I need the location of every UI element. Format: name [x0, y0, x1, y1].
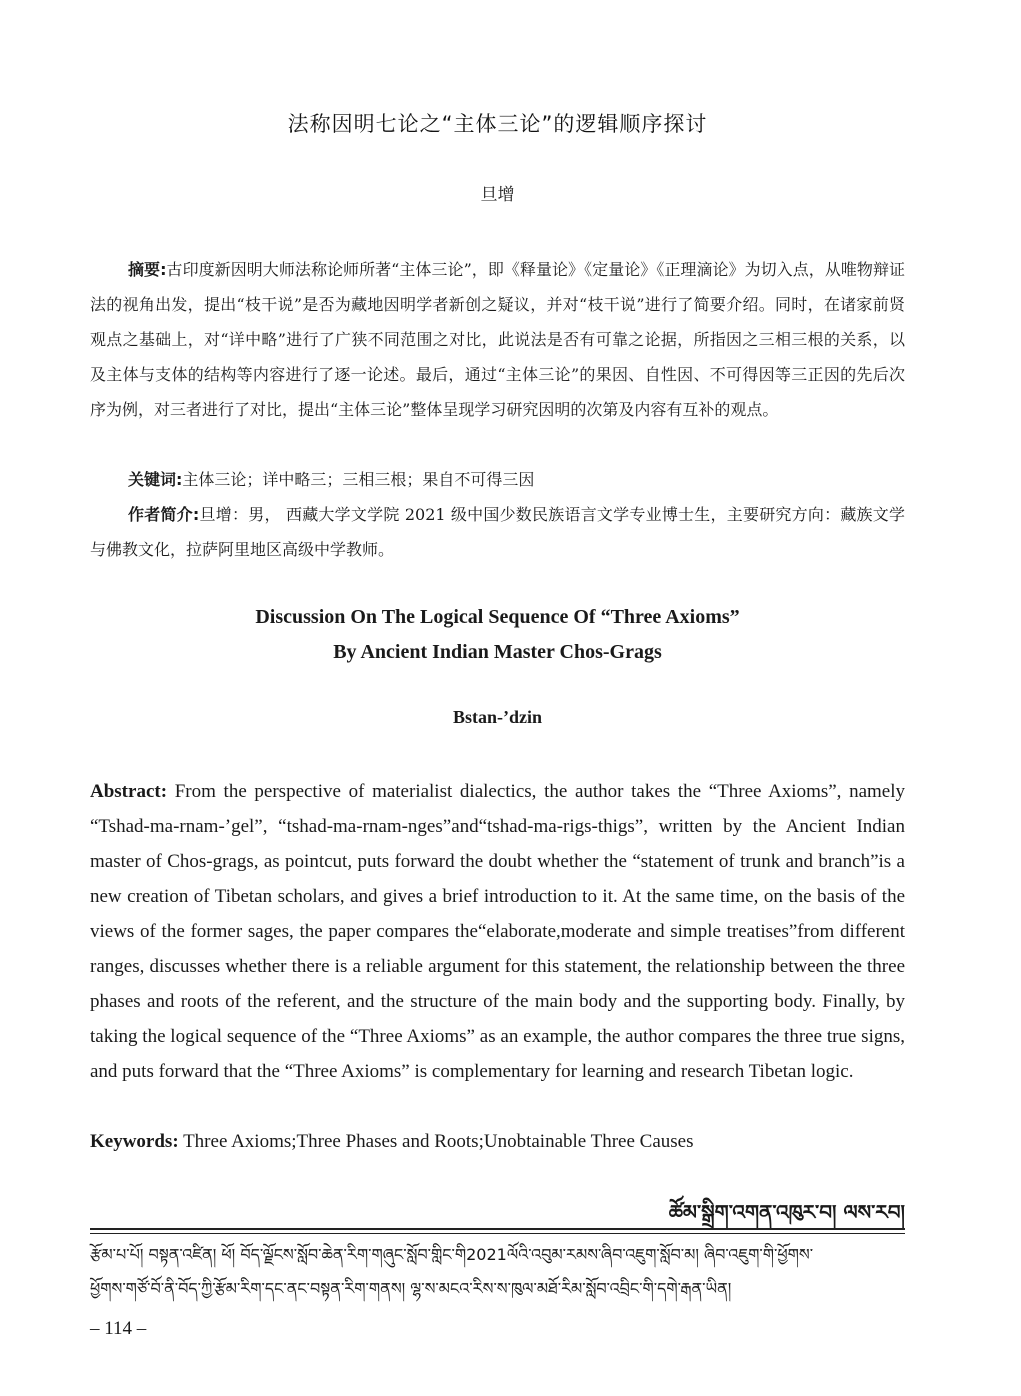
chinese-abstract	[90, 252, 905, 427]
english-title-line-2: By Ancient Indian Master Chos-Grags	[333, 641, 662, 663]
english-keywords-text: Three Axioms;Three Phases and Roots;Unobtainable Three Causes	[183, 1131, 694, 1152]
english-title	[90, 600, 905, 670]
page-number: – 114 –	[90, 1318, 147, 1339]
chinese-keywords	[90, 462, 905, 497]
chinese-bio-label: 作者简介:	[128, 505, 200, 524]
tibetan-footnote-line-1: རྩོམ་པ་པོ། བསྟན་འཛིན། ཕོ། བོད་ལྗོངས་སློབ་ཆེན་རིག་གཞུང་སློབ་གླིང་གི2021ལོའི་འབུམ་རམས་ཞིབ་འཇུག་སློབ་མ། ཞིབ་འཇུག་གི་ཕྱོགས་	[90, 1245, 814, 1264]
footnote-rule-thick	[90, 1228, 905, 1230]
english-title-line-1: Discussion On The Logical Sequence Of “Three Axioms”	[255, 606, 740, 628]
english-abstract-label: Abstract:	[90, 781, 168, 802]
tibetan-footnote-line-2: ཕྱོགས་གཙོ་བོ་ནི་བོད་ཀྱི་རྩོམ་རིག་དང་ནང་བསྟན་རིག་གནས། ལྷ་ས་མངའ་རིས་ས་ཁུལ་མཐོ་རིམ་སློབ་འབྲིང་གི་དགེ་རྒན་ཡིན།	[90, 1279, 732, 1298]
chinese-keywords-label: 关键词:	[128, 470, 183, 489]
footnote-rule-thin	[90, 1233, 905, 1234]
english-abstract-text: From the perspective of materialist dialectics, the author takes the “Three Axioms”, namely “Tshad-ma-rnam-’gel”, “tshad-ma-rnam-nges”and“tshad-ma-rigs-thigs”, written by the Ancient Indian master of Chos-grags, as pointcut, puts forward the doubt whether the “statement of trunk and branch”is a new creation of Tibetan scholars, and gives a brief introduction to it. At the same time, on the basis of the views of the former sages, the paper compares the“elaborate,moderate and simple treatises”from different ranges, discusses whether there is a reliable argument for this statement, the relationship between the three phases and roots of the referent, and the structure of the main body and the supporting body. Finally, by taking the logical sequence of the “Three Axioms” as an example, the author compares the three true signs, and puts forward that the “Three Axioms” is complementary for learning and research Tibetan logic.	[90, 781, 906, 1082]
chinese-abstract-text: 古印度新因明大师法称论师所著“主体三论”，即《释量论》《定量论》《正理滴论》为切入点，从唯物辩证法的视角出发，提出“枝干说”是否为藏地因明学者新创之疑议，并对“枝干说”进行了简要介绍。同时，在诸家前贤观点之基础上，对“详中略”进行了广狭不同范围之对比，此说法是否有可靠之论据，所指因之三相三根的关系，以及主体与支体的结构等内容进行了逐一论述。最后，通过“主体三论”的果因、自性因、不可得因等三正因的先后次序为例，对三者进行了对比，提出“主体三论”整体呈现学习研究因明的次第及内容有互补的观点。	[90, 260, 905, 419]
tibetan-footnote	[90, 1238, 905, 1306]
chinese-title: 法称因明七论之“主体三论”的逻辑顺序探讨	[287, 112, 708, 136]
english-abstract	[90, 774, 905, 1089]
english-keywords	[90, 1124, 905, 1159]
english-keywords-label: Keywords:	[90, 1131, 179, 1152]
chinese-bio-text: 旦增：男， 西藏大学文学院 2021 级中国少数民族语言文学专业博士生，主要研究方向：藏族文学与佛教文化，拉萨阿里地区高级中学教师。	[90, 505, 905, 559]
chinese-author: 旦增	[480, 185, 515, 205]
chinese-author-bio	[90, 497, 905, 567]
chinese-abstract-label: 摘要:	[128, 260, 167, 279]
tibetan-editor-credit: ཚོམ་སྒྲིག་འགན་འཁུར་བ། ལས་རབ།	[668, 1200, 905, 1224]
chinese-keywords-text: 主体三论；详中略三；三相三根；果自不可得三因	[182, 470, 535, 489]
english-author: Bstan-’dzin	[452, 707, 542, 727]
